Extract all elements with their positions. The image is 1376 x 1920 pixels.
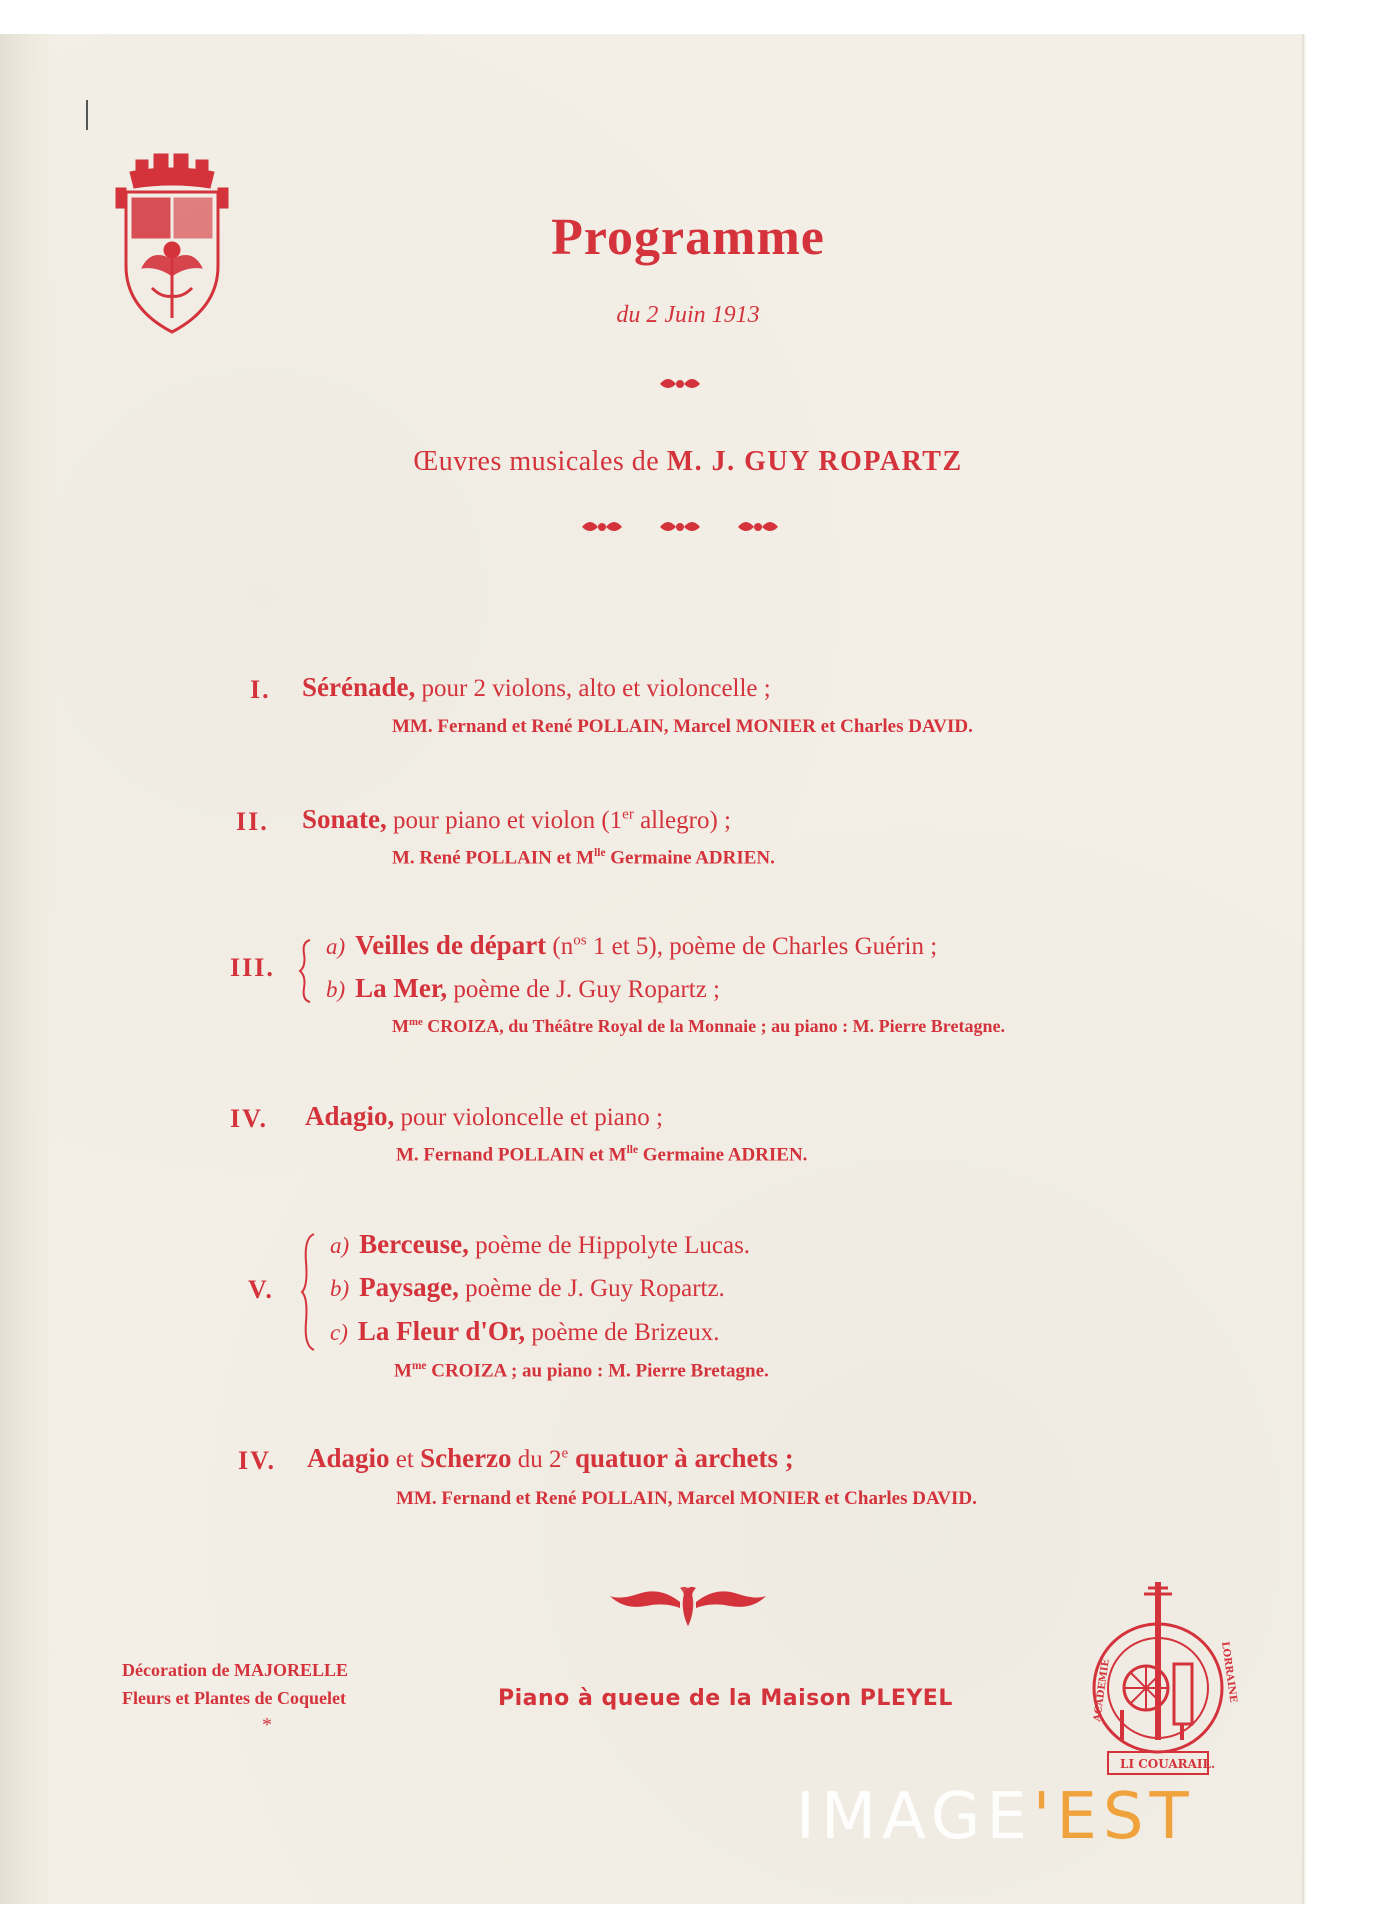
superscript: me <box>411 1360 427 1372</box>
sub-item-letter: b) <box>326 977 346 1002</box>
brace-icon <box>300 1232 318 1352</box>
work-title: Sérénade, <box>302 672 416 702</box>
academie-lorraine-emblem-icon <box>1082 1580 1239 1780</box>
work-title: La Fleur d'Or, <box>357 1316 526 1346</box>
work-description: poème de J. Guy Ropartz. <box>458 1275 725 1302</box>
performers-line <box>396 1144 807 1166</box>
item-number: III. <box>230 953 275 982</box>
work-description: pour piano et violon (1 <box>386 807 623 834</box>
performers-text: M. Fernand POLLAIN et M <box>396 1144 627 1166</box>
superscript: lle <box>626 1144 639 1156</box>
superscript: lle <box>594 847 606 859</box>
work-title: Sonate, <box>302 804 387 834</box>
work-description: pour violoncelle et piano ; <box>394 1104 663 1131</box>
work-title: Paysage, <box>359 1272 459 1302</box>
work-line <box>330 1272 725 1303</box>
work-description: du 2 <box>511 1446 562 1473</box>
image-est-watermark <box>796 1780 1195 1854</box>
subtitle <box>0 446 1376 478</box>
performers-text: M <box>394 1360 412 1382</box>
performers-text-end: CROIZA, du Théâtre Royal de la Monnaie ; au piano : M. Pierre Bretagne. <box>422 1016 1005 1036</box>
item-number: II. <box>236 807 269 836</box>
superscript: e <box>561 1445 569 1462</box>
page-title: Programme <box>551 209 825 266</box>
emblem-left-text: ACADEMIE <box>1092 1658 1112 1723</box>
work-description: poème de Hippolyte Lucas. <box>468 1232 751 1259</box>
work-description: (n <box>546 933 574 960</box>
watermark-text-accent: EST <box>1056 1780 1195 1854</box>
work-line <box>326 930 937 961</box>
fleuron-ornament-icon <box>658 372 702 396</box>
work-description: poème de Brizeux. <box>525 1319 720 1346</box>
credit-flowers: Fleurs et Plantes de Coquelet <box>122 1688 346 1708</box>
performers-text: M. René POLLAIN et M <box>392 847 595 869</box>
work-line <box>305 1101 663 1132</box>
star-ornament: * <box>262 1714 272 1736</box>
work-description: poème de J. Guy Ropartz ; <box>447 976 721 1003</box>
credit-decoration: Décoration de MAJORELLE <box>122 1660 348 1680</box>
performers-text: M <box>392 1016 409 1036</box>
work-description-end: allegro) ; <box>633 807 731 834</box>
work-line <box>326 973 720 1004</box>
composer-name: M. J. GUY ROPARTZ <box>666 446 963 477</box>
work-title: Scherzo <box>420 1443 512 1473</box>
work-line <box>330 1316 720 1347</box>
triple-fleuron-ornament-icon <box>580 514 780 540</box>
sub-item-letter: b) <box>330 1276 350 1301</box>
flourish-ornament-icon <box>610 1580 766 1626</box>
subtitle-prefix: Œuvres musicales de <box>413 446 660 477</box>
programme-date: du 2 Juin 1913 <box>616 302 760 328</box>
item-number: V. <box>248 1275 274 1304</box>
performers-line: MM. Fernand et René POLLAIN, Marcel MONIER et Charles DAVID. <box>396 1488 977 1509</box>
footer-credits <box>122 1656 348 1712</box>
work-connector: et <box>389 1446 421 1473</box>
work-title: Adagio <box>307 1443 390 1473</box>
emblem-banner-text: LI COUARAIL. <box>1120 1757 1216 1771</box>
work-title: Veilles de départ <box>355 930 547 960</box>
watermark-accent: ' <box>1032 1780 1057 1854</box>
performers-text-end: Germaine ADRIEN. <box>638 1144 808 1166</box>
performers-line: MM. Fernand et René POLLAIN, Marcel MONIER et Charles DAVID. <box>392 716 973 737</box>
work-title: La Mer, <box>355 973 448 1003</box>
fold-mark <box>86 100 88 130</box>
work-line <box>307 1443 794 1474</box>
piano-credit: Piano à queue de la Maison PLEYEL <box>498 1686 953 1711</box>
performers-text-end: CROIZA ; au piano : M. Pierre Bretagne. <box>426 1360 769 1382</box>
work-description-end: 1 et 5), poème de Charles Guérin ; <box>586 933 938 960</box>
work-line <box>302 672 771 703</box>
sub-item-letter: a) <box>326 934 346 959</box>
performers-line <box>394 1360 769 1382</box>
emblem-right-text: LORRAINE <box>1219 1640 1239 1704</box>
item-number: IV. <box>238 1446 277 1475</box>
performers-line <box>392 847 775 869</box>
work-title: quatuor à archets ; <box>568 1443 794 1473</box>
performers-text-end: Germaine ADRIEN. <box>605 847 775 869</box>
work-line <box>302 804 731 835</box>
superscript: er <box>622 806 634 823</box>
item-number: I. <box>250 675 271 704</box>
watermark-text: IMAGE <box>796 1780 1033 1854</box>
work-line <box>330 1229 750 1260</box>
work-title: Berceuse, <box>359 1229 469 1259</box>
performers-line <box>392 1016 1005 1037</box>
sub-item-letter: a) <box>330 1233 350 1258</box>
superscript: os <box>573 932 587 949</box>
work-description: pour 2 violons, alto et violoncelle ; <box>415 675 771 702</box>
brace-icon <box>298 938 314 1004</box>
work-title: Adagio, <box>305 1101 395 1131</box>
superscript: me <box>409 1016 423 1028</box>
sub-item-letter: c) <box>330 1320 348 1345</box>
item-number: IV. <box>230 1104 269 1133</box>
